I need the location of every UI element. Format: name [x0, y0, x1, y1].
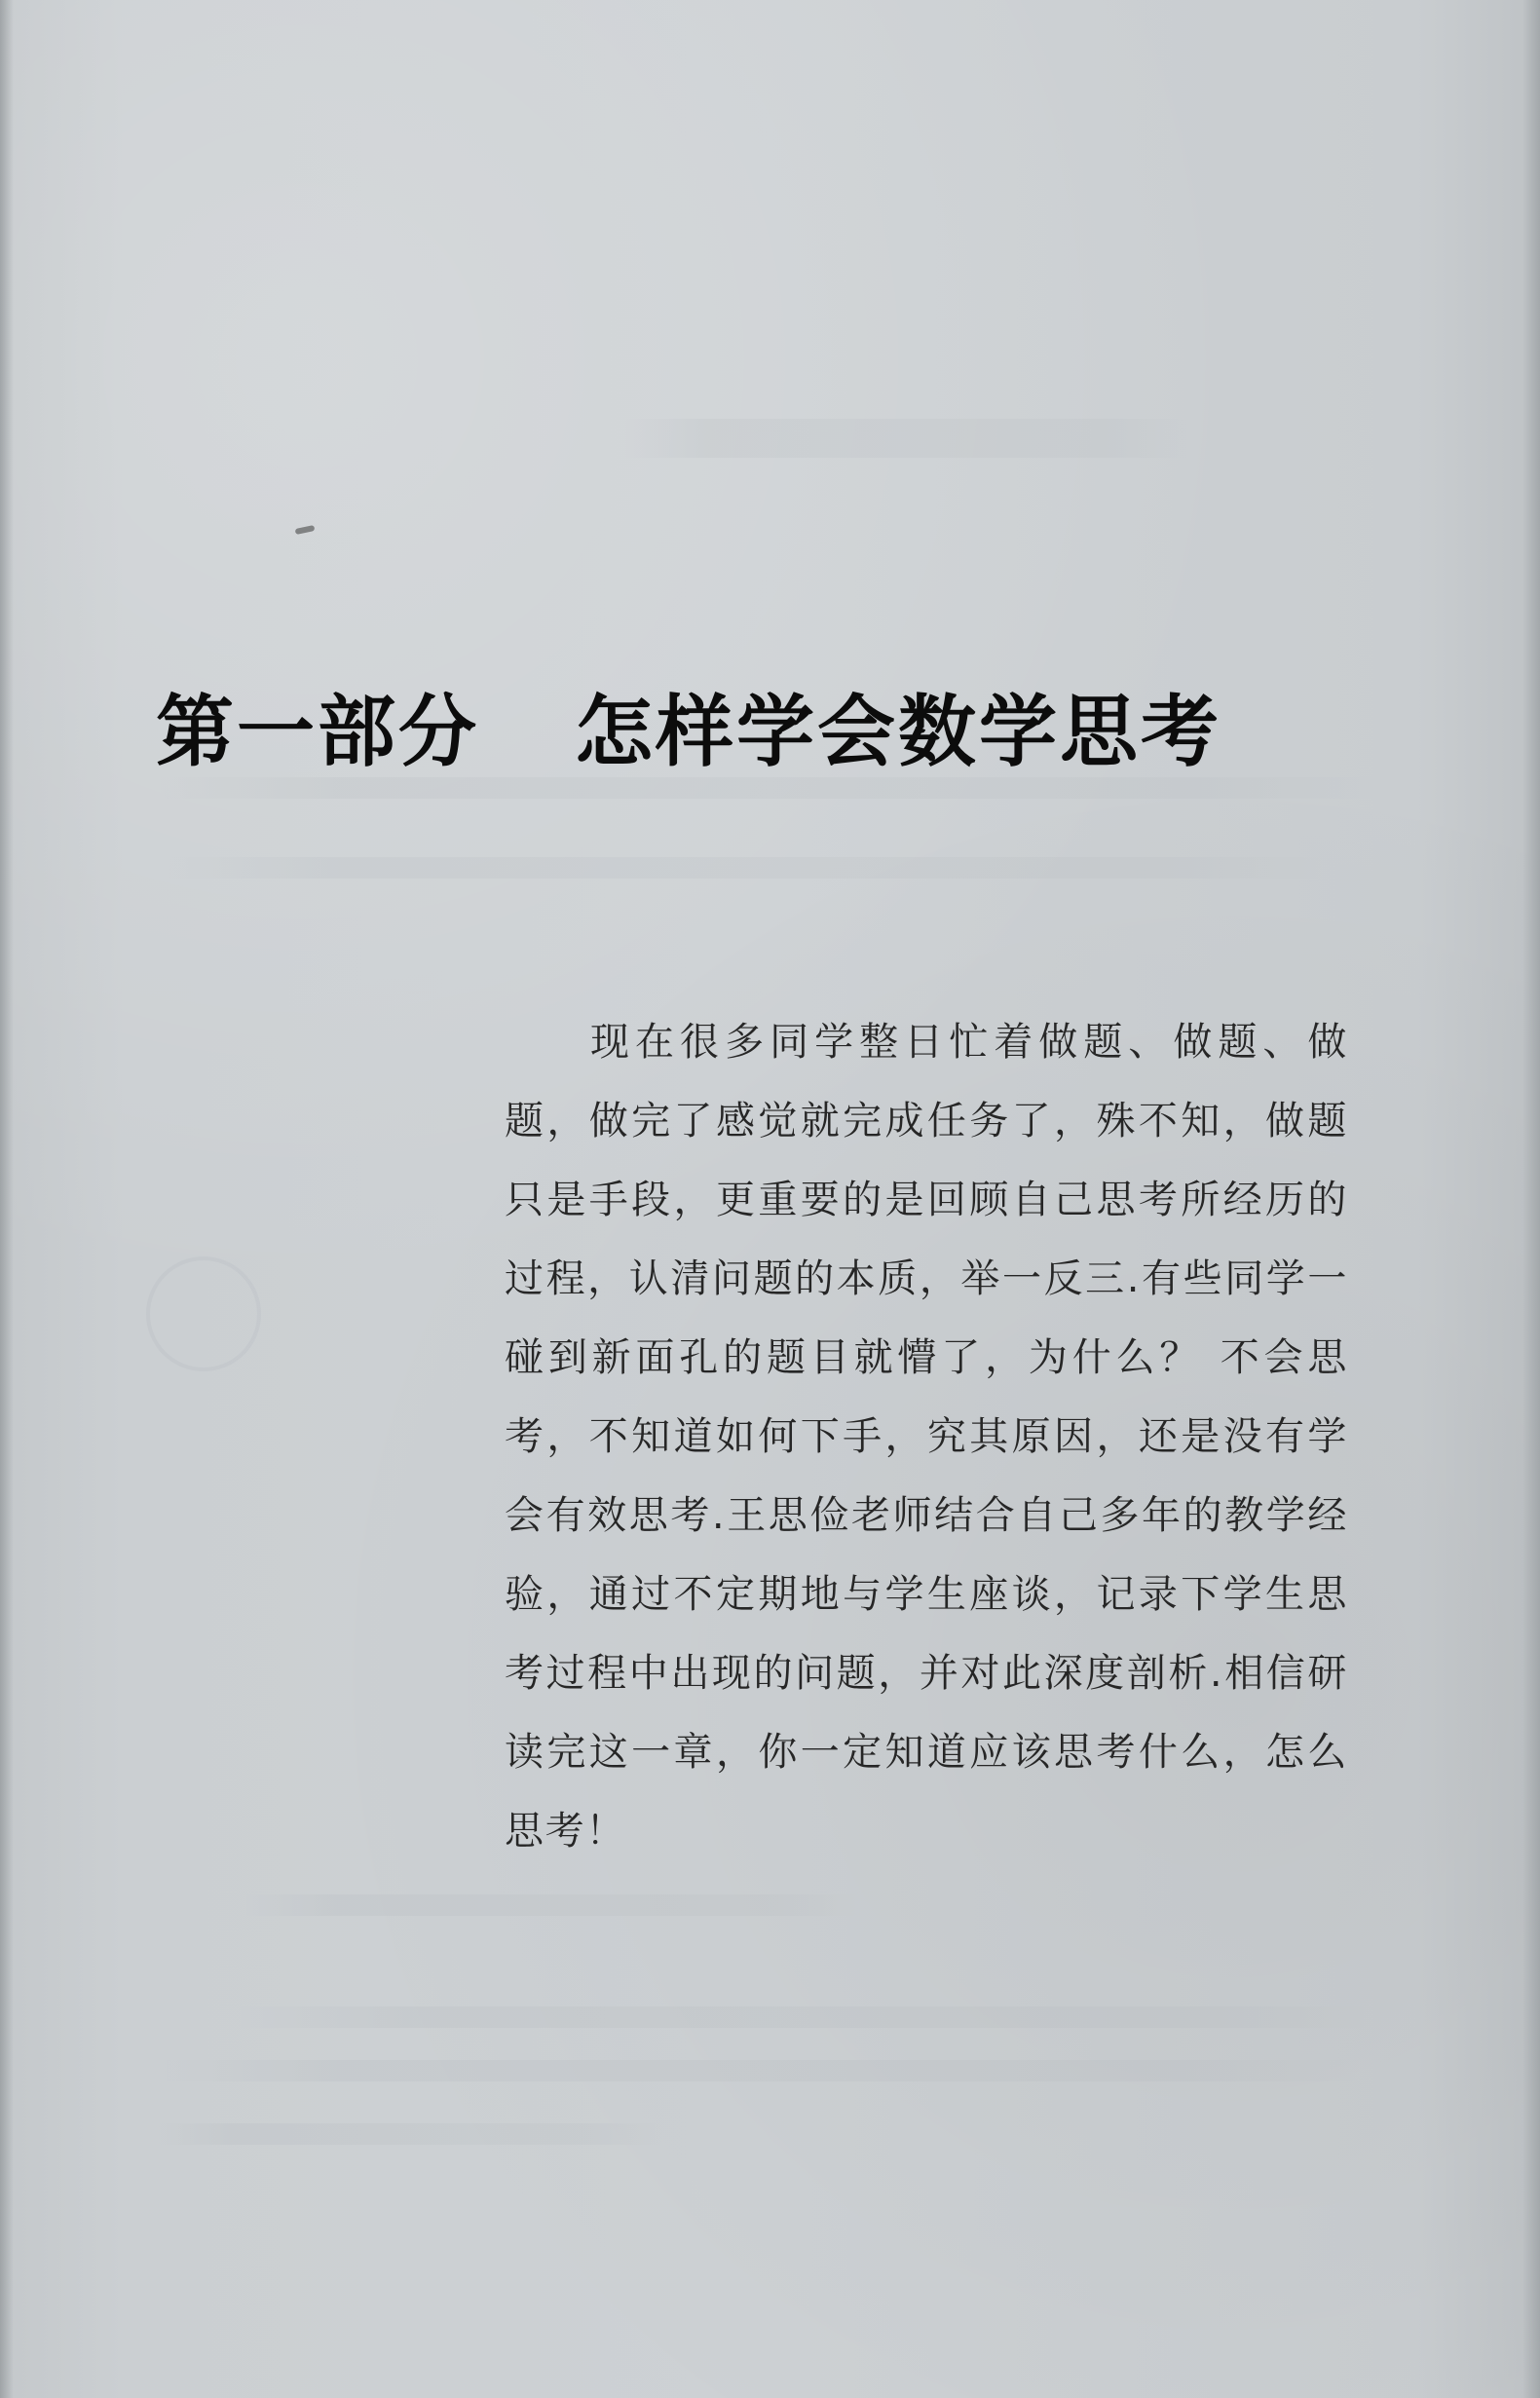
- bleed-through-mark: [156, 2123, 663, 2145]
- page-left-edge: [0, 0, 14, 2398]
- bleed-through-mark: [244, 1894, 858, 1916]
- bleed-through-circle: [146, 1256, 261, 1371]
- part-number: 第一部分: [156, 686, 479, 777]
- page-right-edge: [1522, 0, 1540, 2398]
- intro-paragraph: 现在很多同学整日忙着做题、做题、做题，做完了感觉就完成任务了，殊不知，做题只是手段，更重要的是回顾自己思考所经历的过程，认清问题的本质，举一反三.有些同学一碰到新面孔的题目就懵了，为什么？ 不会思考，不知道如何下手，究其原因，还是没有学会有效思考.王思俭老师结合自己多年的教学经验，通过不定期地与学生座谈，记录下学生思考过程中出现的问题，并对此深度剖析.相信研读完这一章，你一定知道应该思考什么，怎么思考！: [505, 1020, 1348, 1854]
- part-title: 怎样学会数学思考: [575, 686, 1221, 777]
- bleed-through-mark: [166, 857, 1326, 879]
- ink-speck: [295, 525, 316, 535]
- bleed-through-mark: [234, 2006, 1374, 2028]
- bleed-through-mark: [156, 2060, 1365, 2081]
- bleed-through-mark: [623, 419, 1189, 458]
- part-heading: [156, 684, 1221, 781]
